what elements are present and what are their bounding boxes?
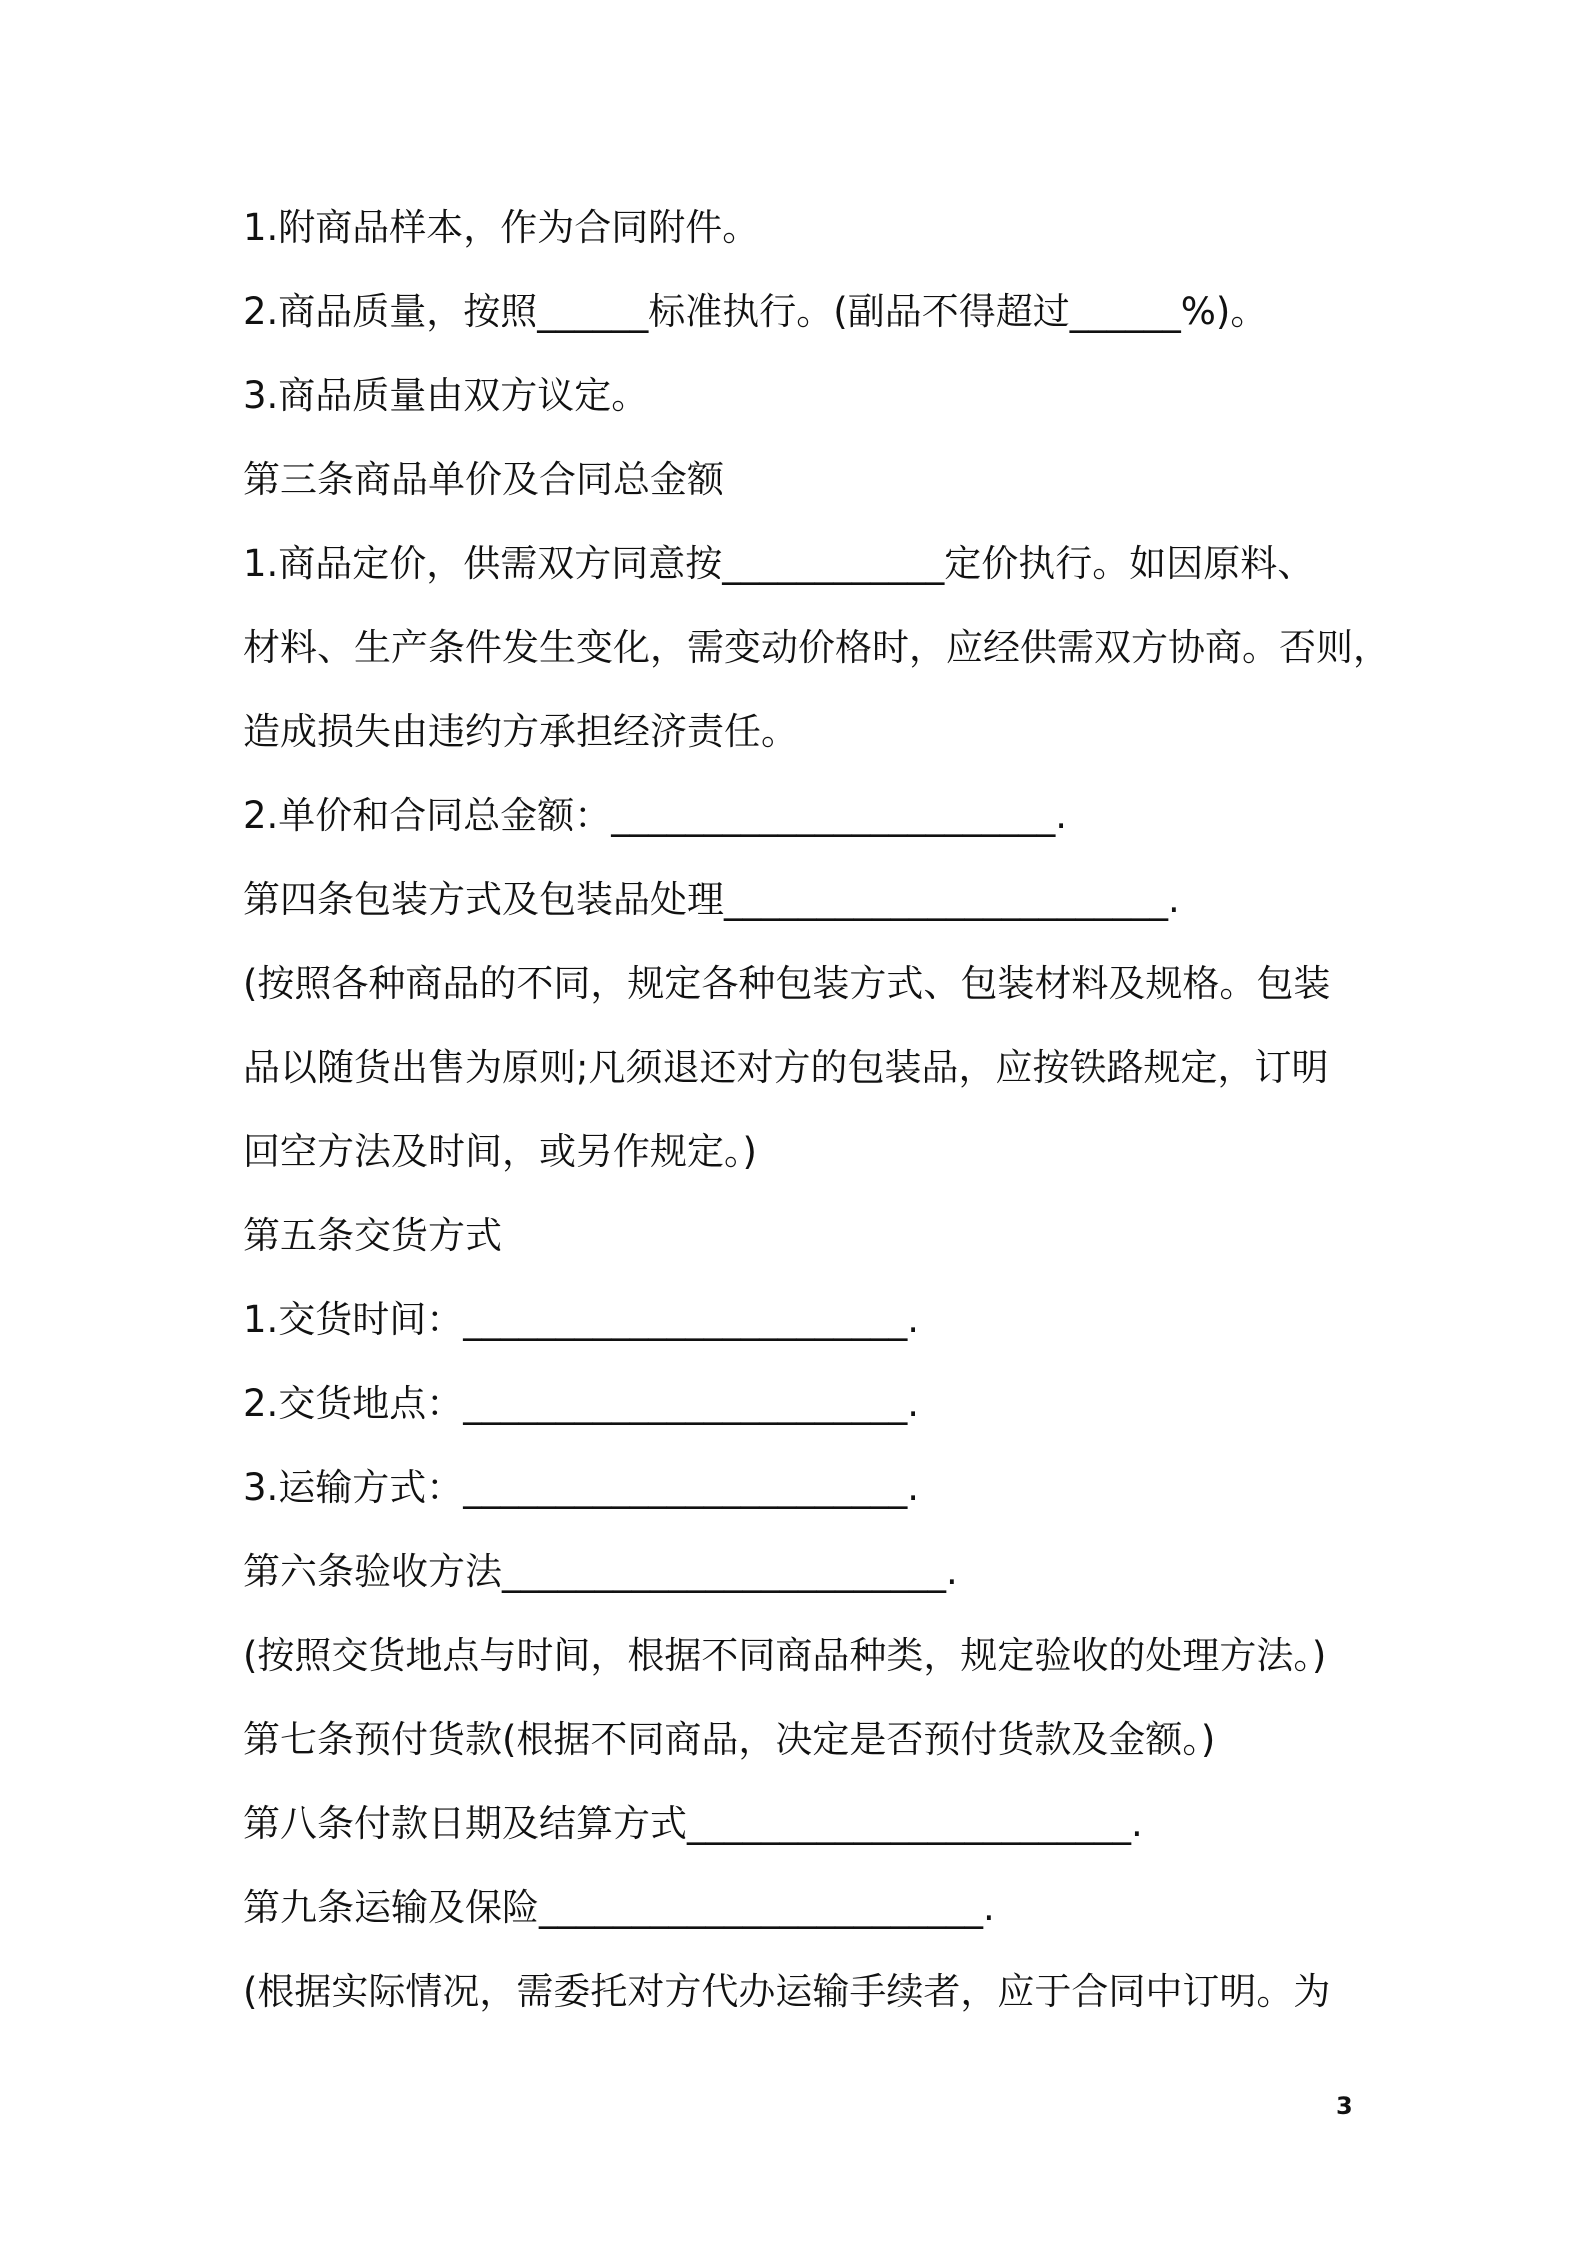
section-heading-article-3: 第三条商品单价及合同总金额 — [243, 458, 724, 501]
text-line-10: (按照各种商品的不同，规定各种包装方式、包装材料及规格。包装 — [243, 962, 1331, 1005]
section-heading-article-6: 第六条验收方法________________________. — [243, 1550, 958, 1593]
text-line-16: 3.运输方式：________________________. — [243, 1466, 920, 1509]
section-heading-article-7: 第七条预付货款(根据不同商品，决定是否预付货款及金额。) — [243, 1718, 1216, 1761]
section-heading-article-9: 第九条运输及保险________________________. — [243, 1886, 995, 1929]
text-line-7: 造成损失由违约方承担经济责任。 — [243, 710, 798, 753]
text-line-12: 回空方法及时间，或另作规定。) — [243, 1130, 757, 1173]
text-line-11: 品以随货出售为原则;凡须退还对方的包装品，应按铁路规定，订明 — [243, 1046, 1329, 1089]
text-line-6: 材料、生产条件发生变化，需变动价格时，应经供需双方协商。否则， — [243, 626, 1390, 669]
text-line-18: (按照交货地点与时间，根据不同商品种类，规定验收的处理方法。) — [243, 1634, 1327, 1677]
section-heading-article-5: 第五条交货方式 — [243, 1214, 502, 1257]
text-line-1: 1.附商品样本，作为合同附件。 — [243, 206, 760, 249]
text-line-5: 1.商品定价，供需双方同意按____________定价执行。如因原料、 — [243, 542, 1315, 585]
section-heading-article-4: 第四条包装方式及包装品处理________________________. — [243, 878, 1180, 921]
text-line-8: 2.单价和合同总金额：________________________. — [243, 794, 1068, 837]
page-number: 3 — [1336, 2092, 1353, 2120]
section-heading-article-8: 第八条付款日期及结算方式________________________. — [243, 1802, 1143, 1845]
text-line-14: 1.交货时间：________________________. — [243, 1298, 920, 1341]
text-line-22: (根据实际情况，需委托对方代办运输手续者，应于合同中订明。为 — [243, 1970, 1331, 2013]
text-line-2: 2.商品质量，按照______标准执行。(副品不得超过______%)。 — [243, 290, 1268, 333]
text-line-15: 2.交货地点：________________________. — [243, 1382, 920, 1425]
text-line-3: 3.商品质量由双方议定。 — [243, 374, 649, 417]
